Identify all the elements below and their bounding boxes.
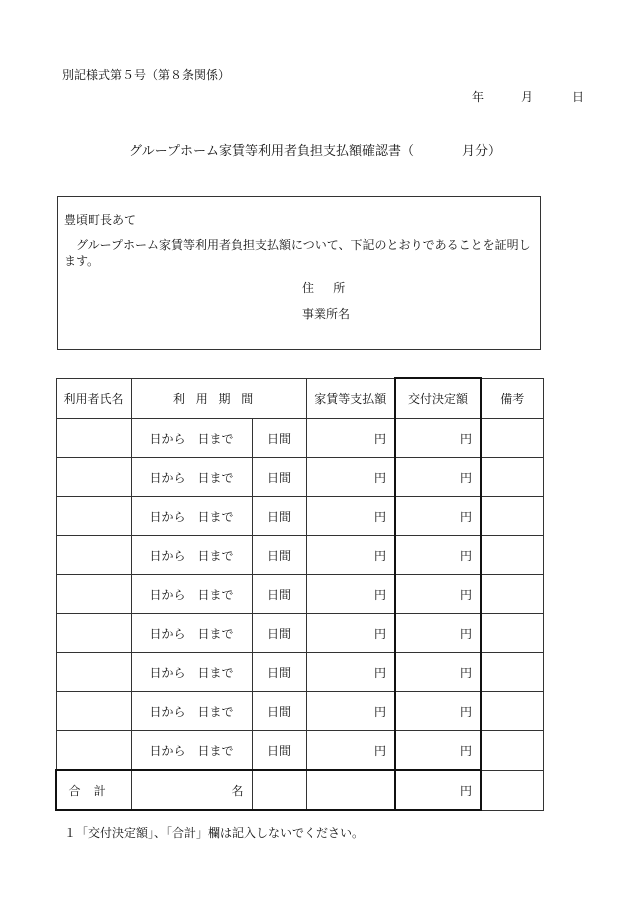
- days-label: 日間: [267, 431, 292, 446]
- addressee: 豊頃町長あて: [64, 213, 137, 227]
- table-header-row: [56, 378, 543, 419]
- grant-amount-cell: [395, 497, 481, 536]
- period-to-label: 日まで: [197, 587, 234, 602]
- rent-paid-cell[interactable]: [306, 419, 395, 458]
- yen-label: 円: [460, 587, 473, 602]
- user-name-cell[interactable]: [56, 575, 131, 614]
- days-cell[interactable]: [252, 692, 306, 731]
- table-row: [56, 653, 543, 692]
- period-from-label: 日から: [149, 548, 186, 563]
- form-number: 別記様式第５号（第８条関係）: [62, 68, 231, 82]
- remarks-cell[interactable]: [481, 536, 543, 575]
- period-from-label: 日から: [149, 509, 186, 524]
- period-from-label: 日から: [149, 587, 186, 602]
- days-cell[interactable]: [252, 497, 306, 536]
- period-cell[interactable]: [131, 419, 252, 458]
- date-day-label: 日: [572, 90, 585, 104]
- days-label: 日間: [267, 626, 292, 641]
- period-to-label: 日まで: [197, 665, 234, 680]
- period-from-label: 日から: [149, 470, 186, 485]
- period-cell[interactable]: [131, 536, 252, 575]
- table-row: [56, 536, 543, 575]
- remarks-cell[interactable]: [481, 614, 543, 653]
- certificate-box: [57, 196, 541, 350]
- user-name-cell[interactable]: [56, 536, 131, 575]
- date-year-label: 年: [472, 90, 485, 104]
- yen-label: 円: [460, 665, 473, 680]
- user-name-cell[interactable]: [56, 731, 131, 771]
- period-cell[interactable]: [131, 692, 252, 731]
- remarks-cell[interactable]: [481, 419, 543, 458]
- yen-label: 円: [460, 431, 473, 446]
- days-label: 日間: [267, 548, 292, 563]
- yen-label: 円: [374, 470, 387, 485]
- period-cell[interactable]: [131, 497, 252, 536]
- rent-paid-cell[interactable]: [306, 497, 395, 536]
- yen-label: 円: [374, 704, 387, 719]
- period-from-label: 日から: [149, 431, 186, 446]
- grant-amount-cell: [395, 575, 481, 614]
- user-name-cell[interactable]: [56, 653, 131, 692]
- rent-paid-cell[interactable]: [306, 692, 395, 731]
- yen-label: 円: [460, 470, 473, 485]
- rent-paid-cell[interactable]: [306, 536, 395, 575]
- user-name-cell[interactable]: [56, 614, 131, 653]
- count-unit-label: 名: [231, 783, 244, 798]
- header-grant-amount: 交付決定額: [395, 378, 481, 419]
- rent-paid-cell[interactable]: [306, 575, 395, 614]
- user-name-cell[interactable]: [56, 692, 131, 731]
- header-period: 利用期間: [131, 378, 306, 419]
- days-label: 日間: [267, 587, 292, 602]
- header-rent-paid: 家賃等支払額: [306, 378, 395, 419]
- table-row: [56, 731, 543, 771]
- period-from-label: 日から: [149, 704, 186, 719]
- yen-label: 円: [374, 548, 387, 563]
- date-month-label: 月: [521, 90, 534, 104]
- yen-label: 円: [374, 587, 387, 602]
- grant-amount-cell: [395, 419, 481, 458]
- footnote: １「交付決定額」、「合計」欄は記入しないでください。: [64, 826, 365, 840]
- yen-label: 円: [460, 783, 473, 798]
- header-user-name: 利用者氏名: [56, 378, 131, 419]
- user-name-cell[interactable]: [56, 458, 131, 497]
- total-label: 合計: [56, 770, 131, 810]
- remarks-cell[interactable]: [481, 575, 543, 614]
- period-to-label: 日まで: [197, 509, 234, 524]
- yen-label: 円: [374, 509, 387, 524]
- table-row: [56, 614, 543, 653]
- days-cell[interactable]: [252, 731, 306, 771]
- days-cell[interactable]: [252, 458, 306, 497]
- remarks-cell[interactable]: [481, 653, 543, 692]
- grant-amount-cell: [395, 536, 481, 575]
- yen-label: 円: [374, 665, 387, 680]
- yen-label: 円: [374, 743, 387, 758]
- days-label: 日間: [267, 509, 292, 524]
- period-cell[interactable]: [131, 731, 252, 771]
- certificate-statement: グループホーム家賃等利用者負担支払額について、下記のとおりであることを証明します。: [64, 238, 531, 268]
- days-label: 日間: [267, 743, 292, 758]
- document-title: [0, 140, 630, 159]
- days-label: 日間: [267, 665, 292, 680]
- total-days-cell: [252, 770, 306, 810]
- title-suffix: 月分）: [461, 144, 501, 159]
- remarks-cell[interactable]: [481, 731, 543, 771]
- remarks-cell[interactable]: [481, 692, 543, 731]
- total-remarks-cell: [481, 770, 543, 810]
- address-label: 住所: [302, 281, 365, 295]
- rent-paid-cell[interactable]: [306, 458, 395, 497]
- period-to-label: 日まで: [197, 431, 234, 446]
- yen-label: 円: [374, 431, 387, 446]
- table-row: [56, 419, 543, 458]
- remarks-cell[interactable]: [481, 497, 543, 536]
- days-label: 日間: [267, 470, 292, 485]
- period-to-label: 日まで: [197, 470, 234, 485]
- period-from-label: 日から: [149, 665, 186, 680]
- yen-label: 円: [460, 509, 473, 524]
- period-to-label: 日まで: [197, 548, 234, 563]
- rent-paid-cell[interactable]: [306, 731, 395, 771]
- days-label: 日間: [267, 704, 292, 719]
- total-count-cell: [131, 770, 252, 810]
- period-from-label: 日から: [149, 743, 186, 758]
- period-cell[interactable]: [131, 575, 252, 614]
- title-main: グループホーム家賃等利用者負担支払額確認書（: [129, 144, 414, 159]
- grant-amount-cell: [395, 692, 481, 731]
- days-cell[interactable]: [252, 614, 306, 653]
- period-to-label: 日まで: [197, 704, 234, 719]
- yen-label: 円: [460, 704, 473, 719]
- yen-label: 円: [460, 548, 473, 563]
- period-to-label: 日まで: [197, 743, 234, 758]
- total-row: [56, 770, 543, 810]
- user-name-cell[interactable]: [56, 419, 131, 458]
- rent-paid-cell[interactable]: [306, 653, 395, 692]
- table-row: [56, 497, 543, 536]
- yen-label: 円: [460, 626, 473, 641]
- table-row: [56, 575, 543, 614]
- period-cell[interactable]: [131, 458, 252, 497]
- period-from-label: 日から: [149, 626, 186, 641]
- total-rent-cell: [306, 770, 395, 810]
- grant-amount-cell: [395, 731, 481, 771]
- period-cell[interactable]: [131, 653, 252, 692]
- days-cell[interactable]: [252, 575, 306, 614]
- table-row: [56, 458, 543, 497]
- period-cell[interactable]: [131, 614, 252, 653]
- payment-table: [55, 377, 544, 811]
- yen-label: 円: [374, 626, 387, 641]
- days-cell[interactable]: [252, 536, 306, 575]
- grant-amount-cell: [395, 614, 481, 653]
- days-cell[interactable]: [252, 653, 306, 692]
- user-name-cell[interactable]: [56, 497, 131, 536]
- office-name-label: 事業所名: [302, 307, 351, 321]
- table-row: [56, 692, 543, 731]
- rent-paid-cell[interactable]: [306, 614, 395, 653]
- yen-label: 円: [460, 743, 473, 758]
- days-cell[interactable]: [252, 419, 306, 458]
- header-remarks: 備考: [481, 378, 543, 419]
- grant-amount-cell: [395, 653, 481, 692]
- period-to-label: 日まで: [197, 626, 234, 641]
- total-grant-cell: [395, 770, 481, 810]
- grant-amount-cell: [395, 458, 481, 497]
- remarks-cell[interactable]: [481, 458, 543, 497]
